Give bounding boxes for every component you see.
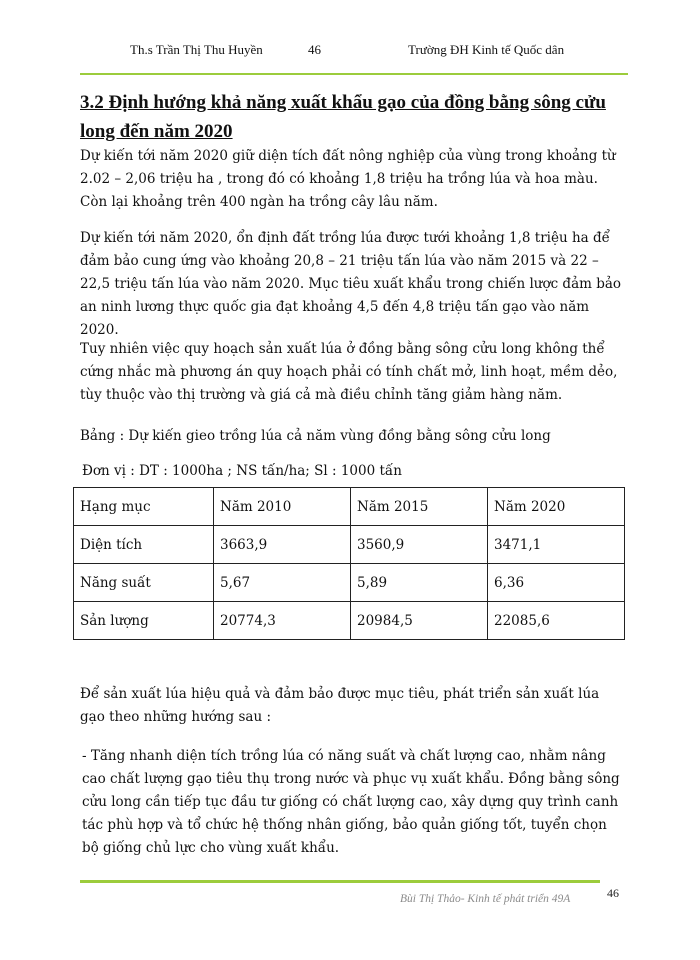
table-cell: 6,36 (488, 564, 625, 602)
table-header-cell: Năm 2015 (351, 488, 488, 526)
table-cell: Sản lượng (74, 602, 214, 640)
table-cell: 3663,9 (214, 526, 351, 564)
table-cell: 20774,3 (214, 602, 351, 640)
table-cell: Diện tích (74, 526, 214, 564)
footer-page-number: 46 (607, 886, 619, 900)
paragraph-after-table: Để sản xuất lúa hiệu quả và đảm bảo được mục tiêu, phát triển sản xuất lúa gạo theo những hướng sau : (80, 686, 600, 725)
table-cell: 22085,6 (488, 602, 625, 640)
rice-forecast-table (73, 487, 625, 640)
table-cell: 20984,5 (351, 602, 488, 640)
table-row (74, 564, 625, 602)
table-header-row (74, 488, 625, 526)
table-header-cell: Năm 2020 (488, 488, 625, 526)
paragraph-2: Dự kiến tới năm 2020, ổn định đất trồng lúa được tưới khoảng 1,8 triệu ha để đảm bảo cung ứng vào khoảng 20,8 – 21 triệu tấn lúa vào năm 2015 và 22 – 22,5 triệu tấn lúa vào năm 2020. Mục tiêu xuất khẩu trong chiến lược đảm bảo an ninh lương thực quốc gia đạt khoảng 4,5 đến 4,8 triệu tấn gạo vào năm 2020. (80, 230, 622, 338)
table-caption: Bảng : Dự kiến gieo trồng lúa cả năm vùng đồng bằng sông cửu long (80, 428, 551, 444)
table-cell: 3471,1 (488, 526, 625, 564)
footer-author: Bùi Thị Thảo- Kinh tế phát triển 49A (400, 893, 571, 905)
header-author: Th.s Trần Thị Thu Huyền (130, 42, 263, 57)
table-header-cell: Năm 2010 (214, 488, 351, 526)
table-cell: Năng suất (74, 564, 214, 602)
bullet-paragraph: - Tăng nhanh diện tích trồng lúa có năng suất và chất lượng cao, nhằm nâng cao chất lượng gạo tiêu thụ trong nước và phục vụ xuất khẩu. Đồng bằng sông cửu long cần tiếp tục đầu tư giống có chất lượng cao, xây dựng quy trình canh tác phù hợp và tổ chức hệ thống nhân giống, bảo quản giống tốt, tuyển chọn bộ giống chủ lực cho vùng xuất khẩu. (82, 748, 620, 856)
header-page-number: 46 (308, 42, 321, 57)
table-cell: 5,89 (351, 564, 488, 602)
paragraph-3: Tuy nhiên việc quy hoạch sản xuất lúa ở đồng bằng sông cửu long không thể cứng nhắc mà phương án quy hoạch phải có tính chất mở, linh hoạt, mềm dẻo, tùy thuộc vào thị trường và giá cả mà điều chỉnh tăng giảm hàng năm. (80, 341, 618, 403)
table-row (74, 526, 625, 564)
table-cell: 3560,9 (351, 526, 488, 564)
header-school: Trường ĐH Kinh tế Quốc dân (408, 42, 565, 57)
table-cell: 5,67 (214, 564, 351, 602)
section-title: 3.2 Định hướng khả năng xuất khẩu gạo của đồng bằng sông cửu long đến năm 2020 (80, 92, 606, 142)
table-unit: Đơn vị : DT : 1000ha ; NS tấn/ha; Sl : 1000 tấn (82, 463, 402, 479)
table-header-cell: Hạng mục (74, 488, 214, 526)
page-header (130, 42, 610, 60)
table-row (74, 602, 625, 640)
footer-divider (80, 880, 600, 883)
paragraph-1: Dự kiến tới năm 2020 giữ diện tích đất nông nghiệp của vùng trong khoảng từ 2.02 – 2,06 triệu ha , trong đó có khoảng 1,8 triệu ha trồng lúa và hoa màu. Còn lại khoảng trên 400 ngàn ha trồng cây lâu năm. (80, 148, 616, 210)
header-divider (80, 73, 628, 75)
